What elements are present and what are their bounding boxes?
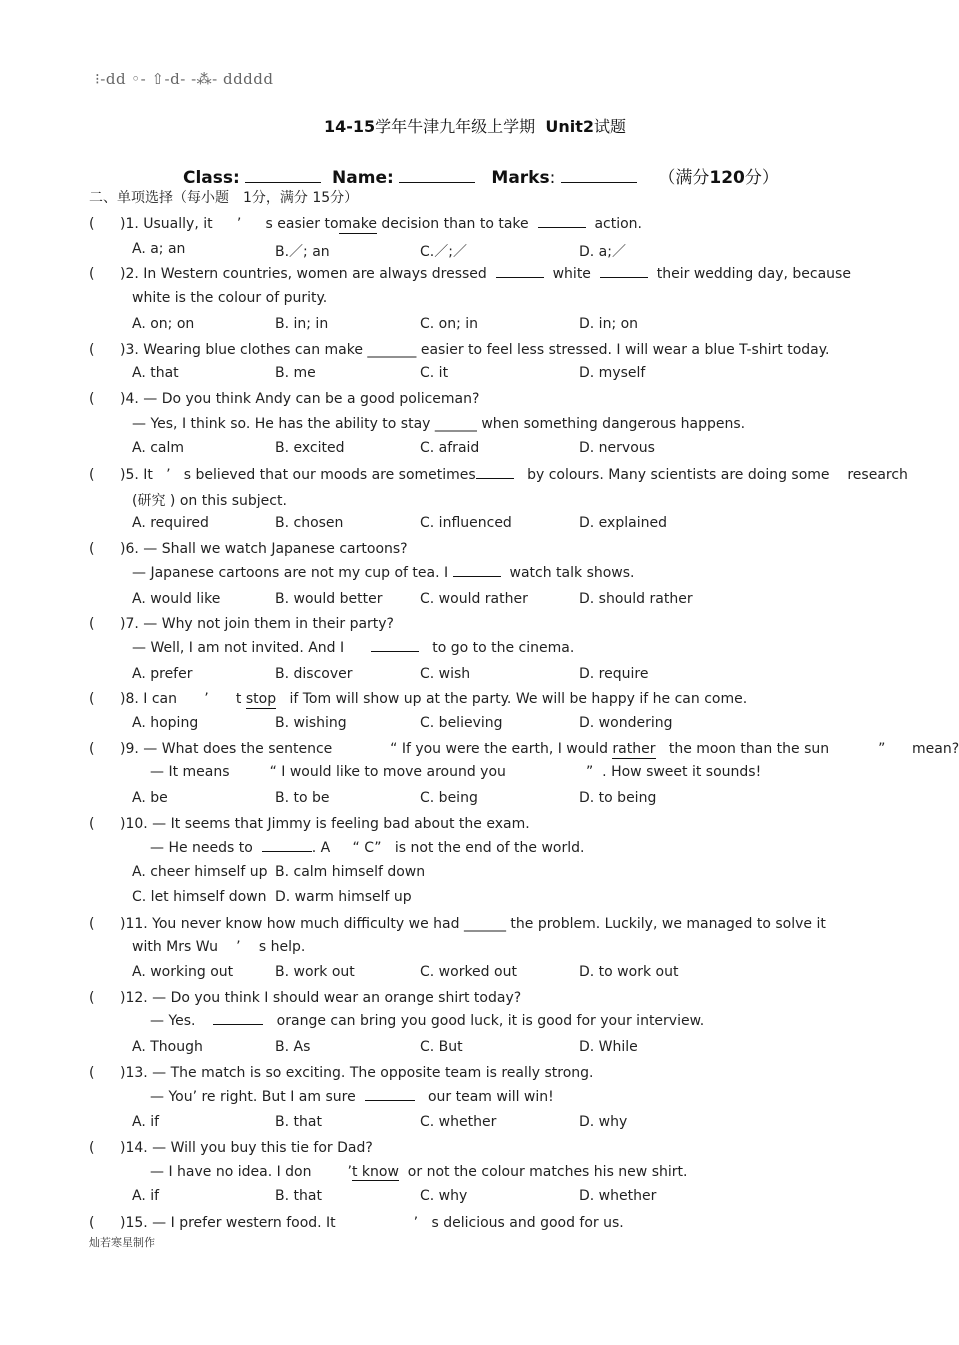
q13-stem: )13. — The match is so exciting. The opposite team is really strong. [120, 1065, 594, 1081]
q14-line2 [150, 1164, 687, 1181]
q9-stem [120, 740, 959, 759]
q6-blank[interactable] [453, 576, 501, 577]
q12-line2 [150, 1013, 704, 1029]
q5-blank[interactable] [476, 478, 514, 479]
q9-line2 [150, 764, 761, 780]
q1-opt-c[interactable]: C.／;／ [420, 244, 467, 260]
info-line [183, 163, 779, 188]
header-mark: ⁝-dd ◦- ⇧-d- -⁂- ddddd [95, 70, 274, 88]
q5-b: ’ [166, 467, 171, 483]
q7-line2-b: to go to the cinema. [432, 640, 575, 656]
q5-c: s believed that our moods are sometimes [183, 467, 476, 483]
q9-b: “ If you were the earth, I would [390, 741, 608, 757]
q8-opt-b[interactable]: B. wishing [275, 715, 347, 731]
q13-opt-a[interactable]: A. if [132, 1114, 160, 1130]
q8-opt-c[interactable]: C. believing [420, 715, 503, 731]
q9-opt-b[interactable]: B. to be [275, 790, 330, 806]
q10-line2-c: “ C” [352, 840, 382, 856]
q1-d: decision than to take [381, 216, 529, 232]
q2-opt-b[interactable]: B. in; in [275, 316, 329, 332]
q14-opt-c[interactable]: C. why [420, 1188, 468, 1204]
q10-line2-b: . A [311, 840, 331, 856]
marks-colon: : [549, 168, 556, 188]
q13-opt-b[interactable]: B. that [275, 1114, 322, 1130]
q5-a: )5. It [120, 467, 153, 483]
q9-line2-a: — It means [150, 764, 230, 780]
q13-line2-b: our team will win! [427, 1089, 554, 1105]
q5-opt-b[interactable]: B. chosen [275, 515, 344, 531]
q11-line2-a: with Mrs Wu [132, 939, 218, 955]
q9-opt-a[interactable]: A. be [132, 790, 168, 806]
q7-opt-d[interactable]: D. require [579, 666, 649, 682]
q2-opt-a[interactable]: A. on; on [132, 316, 195, 332]
q9-line2-d: . How sweet it sounds! [602, 764, 762, 780]
q9-c: the moon than the sun [668, 741, 830, 757]
q8-stem [120, 690, 747, 709]
q14-line2-c: or not the colour matches his new shirt. [407, 1164, 688, 1180]
q1-opt-d[interactable]: D. a;／ [579, 244, 626, 260]
q2-blank1[interactable] [496, 277, 544, 278]
q10-blank[interactable] [262, 851, 312, 852]
q3-opt-c[interactable]: C. it [420, 365, 449, 381]
q1-a: )1. Usually, it [120, 216, 213, 232]
q12-line2-b: orange can bring you good luck, it is good for your interview. [276, 1013, 705, 1029]
q5-d: by colours. Many scientists are doing some [527, 467, 830, 483]
title-unit: Unit2 [545, 117, 594, 136]
q8-a: )8. I can [120, 691, 177, 707]
q6-line2-b: watch talk shows. [509, 565, 635, 581]
q5-stem [120, 466, 908, 484]
q7-line2 [132, 640, 574, 656]
full-open: （满分 [658, 168, 710, 188]
q5-line2: (研究 ) on this subject. [132, 493, 287, 509]
q4-stem: )4. — Do you think Andy can be a good policeman? [120, 391, 480, 407]
q4-opt-c[interactable]: C. afraid [420, 440, 480, 456]
q8-d: if Tom will show up at the party. We will be happy if he can come. [289, 691, 748, 707]
q8-b: ’ [204, 691, 209, 707]
q15-stem [120, 1214, 624, 1232]
q10-opt-a[interactable]: A. cheer himself up [132, 864, 268, 880]
q10-line2 [150, 840, 584, 856]
q5-paren: ( [89, 467, 95, 483]
q15-paren: ( [89, 1215, 95, 1231]
q4-paren: ( [89, 391, 95, 407]
q8-opt-a[interactable]: A. hoping [132, 715, 199, 731]
full-score: 120 [709, 168, 745, 188]
q11-opt-c[interactable]: C. worked out [420, 964, 517, 980]
q9-e: mean? [912, 741, 959, 757]
q12-opt-a[interactable]: A. Though [132, 1039, 203, 1055]
marks-blank[interactable] [561, 182, 637, 183]
q2-c: their wedding day, because [656, 266, 851, 282]
q6-opt-a[interactable]: A. would like [132, 591, 221, 607]
title-text1: 学年牛津九年级上学期 [375, 117, 536, 136]
q5-opt-d[interactable]: D. explained [579, 515, 667, 531]
q9-d: ” [878, 741, 886, 757]
q8-c: t [235, 691, 242, 707]
q11-opt-d[interactable]: D. to work out [579, 964, 679, 980]
q6-opt-d[interactable]: D. should rather [579, 591, 693, 607]
q12-line2-a: — Yes. [150, 1013, 196, 1029]
q3-stem: )3. Wearing blue clothes can make _______ easier to feel less stressed. I will wear a blue T-shirt today. [120, 342, 830, 358]
q13-blank[interactable] [365, 1100, 415, 1101]
q7-opt-b[interactable]: B. discover [275, 666, 353, 682]
q14-line2-b: ’ [347, 1164, 352, 1180]
q3-opt-d[interactable]: D. myself [579, 365, 646, 381]
q1-blank[interactable] [538, 227, 586, 228]
q13-line2-a: — You’ re right. But I am sure [150, 1089, 356, 1105]
q10-opt-d[interactable]: D. warm himself up [275, 889, 412, 905]
q2-stem [120, 265, 851, 283]
name-blank[interactable] [399, 182, 475, 183]
page-title [0, 114, 950, 137]
title-text2: 试题 [594, 117, 627, 136]
q14-opt-b[interactable]: B. that [275, 1188, 322, 1204]
q14-line2-u: t know [351, 1164, 399, 1180]
class-blank[interactable] [245, 182, 321, 183]
q5-opt-a[interactable]: A. required [132, 515, 209, 531]
q9-line2-c: ” [586, 764, 594, 780]
q13-paren: ( [89, 1065, 95, 1081]
q13-opt-c[interactable]: C. whether [420, 1114, 497, 1130]
q6-paren: ( [89, 541, 95, 557]
q10-opt-c[interactable]: C. let himself down [132, 889, 267, 905]
q10-paren: ( [89, 816, 95, 832]
q12-opt-c[interactable]: C. But [420, 1039, 463, 1055]
q10-stem: )10. — It seems that Jimmy is feeling bad about the exam. [120, 816, 530, 832]
q7-line2-a: — Well, I am not invited. And I [132, 640, 345, 656]
q3-opt-a[interactable]: A. that [132, 365, 179, 381]
q2-line2: white is the colour of purity. [132, 290, 328, 306]
q11-opt-b[interactable]: B. work out [275, 964, 355, 980]
q1-c: s easier to [265, 216, 339, 232]
q11-opt-a[interactable]: A. working out [132, 964, 234, 980]
q11-paren: ( [89, 916, 95, 932]
q1-u1: make [338, 216, 377, 232]
q9-line2-b: “ I would like to move around you [269, 764, 506, 780]
q1-stem [120, 215, 642, 234]
q5-e: research [847, 467, 908, 483]
q10-line2-d: is not the end of the world. [394, 840, 585, 856]
q10-line2-a: — He needs to [150, 840, 253, 856]
q11-stem: )11. You never know how much difficulty we had ______ the problem. Luckily, we managed to solve it [120, 916, 826, 932]
q6-opt-c[interactable]: C. would rather [420, 591, 528, 607]
q12-stem: )12. — Do you think I should wear an orange shirt today? [120, 990, 522, 1006]
q1-opt-a[interactable]: A. a; an [132, 241, 186, 257]
q2-opt-d[interactable]: D. in; on [579, 316, 639, 332]
section-heading: 二、单项选择（每小题 1分，满分 15分） [89, 190, 359, 206]
full-close: 分） [744, 168, 779, 188]
q11-line2-b: ’ [236, 939, 241, 955]
name-label: Name: [332, 168, 394, 188]
q10-opt-b[interactable]: B. calm himself down [275, 864, 426, 880]
q4-opt-d[interactable]: D. nervous [579, 440, 655, 456]
q9-paren: ( [89, 741, 95, 757]
q15-b: ’ [413, 1215, 419, 1231]
q3-opt-b[interactable]: B. me [275, 365, 316, 381]
q4-line2: — Yes, I think so. He has the ability to stay ______ when something dangerous happens. [132, 416, 746, 432]
q14-paren: ( [89, 1140, 95, 1156]
q12-blank[interactable] [213, 1024, 263, 1025]
q6-line2-a: — Japanese cartoons are not my cup of tea. I [132, 565, 449, 581]
q1-opt-b[interactable]: B.／; an [275, 244, 330, 260]
q6-stem: )6. — Shall we watch Japanese cartoons? [120, 541, 408, 557]
q1-paren: ( [89, 216, 95, 232]
q7-opt-c[interactable]: C. wish [420, 666, 471, 682]
q8-opt-d[interactable]: D. wondering [579, 715, 673, 731]
q4-opt-b[interactable]: B. excited [275, 440, 345, 456]
q6-line2 [132, 565, 635, 581]
q12-opt-d[interactable]: D. While [579, 1039, 638, 1055]
q7-stem: )7. — Why not join them in their party? [120, 616, 394, 632]
q4-opt-a[interactable]: A. calm [132, 440, 185, 456]
q14-stem: )14. — Will you buy this tie for Dad? [120, 1140, 373, 1156]
q9-u1: rather [612, 741, 656, 757]
q13-opt-d[interactable]: D. why [579, 1114, 628, 1130]
q7-paren: ( [89, 616, 95, 632]
q2-paren: ( [89, 266, 95, 282]
q11-line2-c: s help. [258, 939, 306, 955]
q9-opt-c[interactable]: C. being [420, 790, 478, 806]
q8-u1: stop [245, 691, 277, 707]
footer-credit: 灿若寒星制作 [89, 1236, 155, 1249]
q2-opt-c[interactable]: C. on; in [420, 316, 479, 332]
q2-blank2[interactable] [600, 277, 648, 278]
q1-e: action. [594, 216, 642, 232]
q8-paren: ( [89, 691, 95, 707]
class-label: Class: [183, 168, 240, 188]
q3-paren: ( [89, 342, 95, 358]
q7-blank[interactable] [371, 651, 419, 652]
q1-b: ’ [236, 216, 242, 232]
q7-opt-a[interactable]: A. prefer [132, 666, 193, 682]
q14-opt-d[interactable]: D. whether [579, 1188, 657, 1204]
q15-c: s delicious and good for us. [431, 1215, 624, 1231]
q14-opt-a[interactable]: A. if [132, 1188, 160, 1204]
marks-label: Marks [491, 168, 550, 188]
q9-opt-d[interactable]: D. to being [579, 790, 657, 806]
q12-opt-b[interactable]: B. As [275, 1039, 311, 1055]
q11-line2 [132, 939, 305, 955]
q2-a: )2. In Western countries, women are always dressed [120, 266, 487, 282]
q2-b: white [552, 266, 591, 282]
q9-a: )9. — What does the sentence [120, 741, 333, 757]
q12-paren: ( [89, 990, 95, 1006]
q14-line2-a: — I have no idea. I don [150, 1164, 312, 1180]
title-year: 14-15 [323, 117, 376, 136]
q6-opt-b[interactable]: B. would better [275, 591, 383, 607]
q5-opt-c[interactable]: C. influenced [420, 515, 512, 531]
q13-line2 [150, 1089, 554, 1105]
q15-a: )15. — I prefer western food. It [120, 1215, 336, 1231]
